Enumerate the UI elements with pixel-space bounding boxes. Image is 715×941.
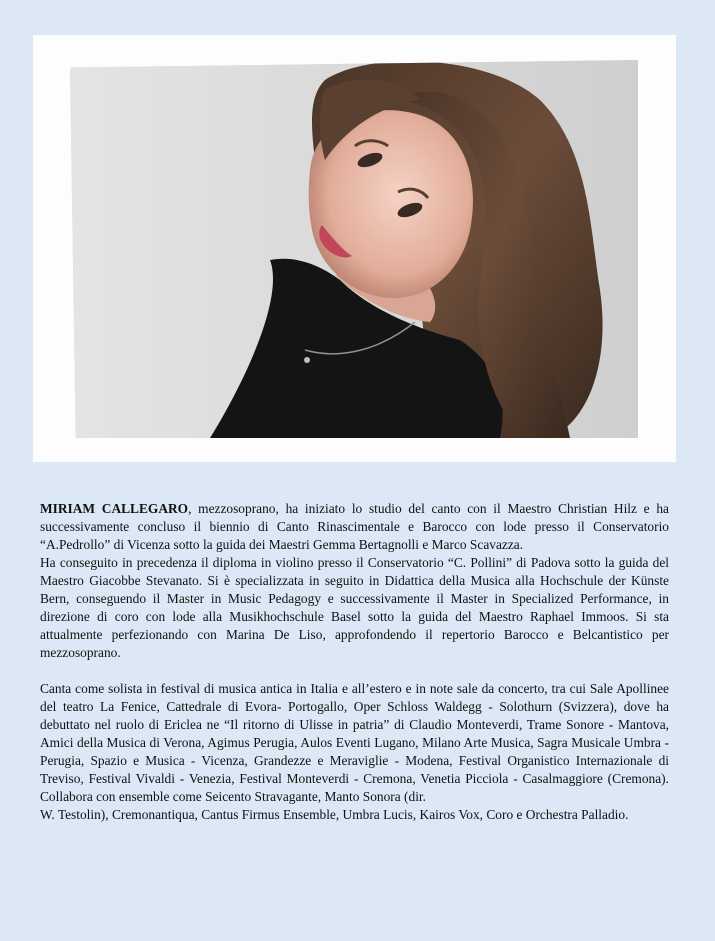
bio-paragraph-ensembles: W. Testolin), Cremonantiqua, Cantus Firmus Ensemble, Umbra Lucis, Kairos Vox, Coro e Orchestra Palladio. [40, 807, 629, 822]
portrait-photo [70, 60, 638, 438]
biography [40, 500, 669, 824]
photo-frame [33, 35, 676, 462]
bio-paragraph-intro [40, 500, 669, 554]
bio-intro-text: , mezzosoprano, ha iniziato lo studio del canto con il Maestro Christian Hilz e ha successivamente concluso il biennio di Canto Rinascimentale e Barocco con lode presso il Conservatorio “A.Pedrollo” di Vicenza sotto la guida dei Maestri Gemma Bertagnolli e Marco Scavazza. [40, 501, 669, 552]
bio-paragraph-education: Ha conseguito in precedenza il diploma in violino presso il Conservatorio “C. Pollini” di Padova sotto la guida del Maestro Giacobbe Stevanato. Si è specializzata in seguito in Didattica della Musica alla Hochschule der Künste Bern, conseguendo il Master in Music Pedagogy e successivamente il Master in Specialized Performance, in direzione di coro con lode alla Musikhochschule Basel sotto la guida del Maestro Raphael Immoos. Si sta attualmente perfezionando con Marina De Liso, approfondendo il repertorio Barocco e Belcantistico per mezzosoprano. [40, 555, 669, 660]
portrait-illustration [70, 60, 638, 438]
bio-paragraph-performances: Canta come solista in festival di musica antica in Italia e all’estero e in note sale da concerto, tra cui Sale Apollinee del teatro La Fenice, Cattedrale di Evora- Portogallo, Oper Schloss Waldegg - Solothurn (Svizzera), dove ha debuttato nel ruolo di Ericlea ne “Il ritorno di Ulisse in patria” di Claudio Monteverdi, Trame Sonore - Mantova, Amici della Musica di Verona, Agimus Perugia, Aulos Eventi Lugano, Milano Arte Musica, Sagra Musicale Umbra - Perugia, Spazio e Musica - Vicenza, Grandezze e Meraviglie - Modena, Festival Organistico Internazionale di Treviso, Festival Vivaldi - Venezia, Festival Monteverdi - Cremona, Venetia Picciola - Casalmaggiore (Cremona). Collabora con ensemble come Seicento Stravagante, Manto Sonora (dir. [40, 681, 669, 804]
artist-name: MIRIAM CALLEGARO [40, 501, 189, 516]
